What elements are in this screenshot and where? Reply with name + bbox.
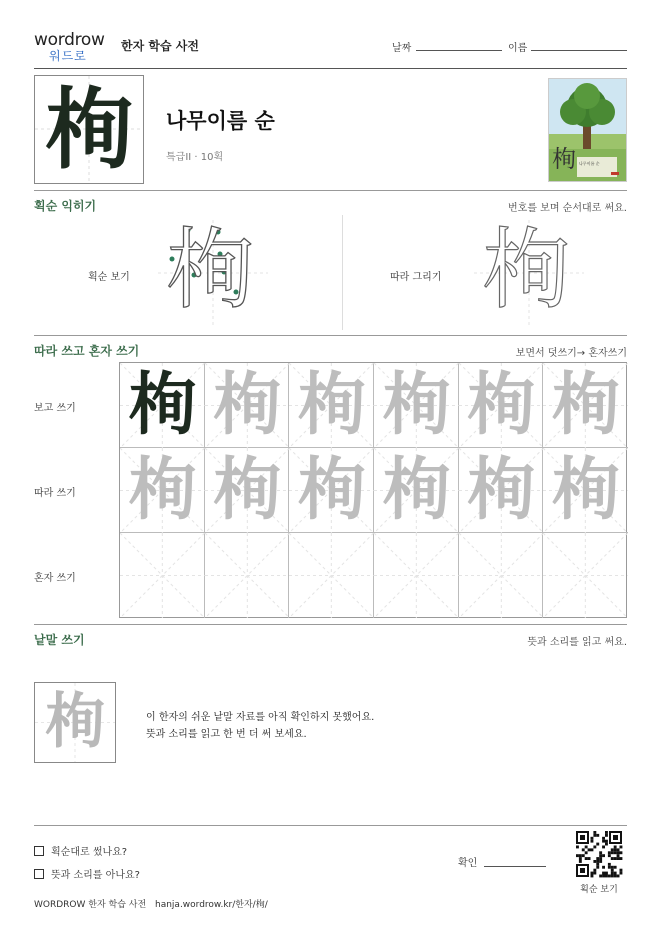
guide-character: 栒 [297,450,366,530]
name-label: 이름 [508,43,528,54]
confirm-label: 확인 [458,858,478,869]
qr-label: 획순 보기 [580,885,618,895]
row-label-solo: 혼자 쓰기 [34,573,76,584]
guide-character: 栒 [212,365,281,445]
stroke-section-title: 획순 익히기 [34,199,97,213]
practice-section-title: 따라 쓰고 혼자 쓰기 [34,344,140,358]
word-character-box [34,682,116,763]
practice-cell[interactable] [205,363,290,448]
section-divider-3 [34,624,627,625]
practice-cell[interactable] [459,533,544,618]
practice-cell[interactable] [374,533,459,618]
word-section-hint: 뜻과 소리를 읽고 써요. [527,637,627,648]
name-field[interactable] [531,50,627,51]
section-divider-1 [34,190,627,191]
guide-character: 栒 [382,365,451,445]
practice-grid[interactable] [119,362,627,618]
cover-character: 栒 [552,145,576,173]
cover-meaning: 나무이름 순 [579,161,600,166]
confirm-field[interactable] [484,866,546,867]
app-title: 한자 학습 사전 [121,39,199,53]
practice-cell[interactable] [543,363,628,448]
guide-character: 栒 [466,365,535,445]
footer-brand: WORDROW 한자 학습 사전 [34,900,147,910]
practice-cell[interactable] [374,448,459,533]
practice-cell[interactable] [120,448,205,533]
footer-url[interactable]: hanja.wordrow.kr/한자/栒/ [155,900,268,910]
practice-cell[interactable] [120,533,205,618]
qr-code-graphic [575,830,623,878]
main-character-box [34,75,144,184]
practice-section-hint: 보면서 덧쓰기→ 혼자쓰기 [515,348,627,359]
checkbox[interactable] [34,846,44,856]
logo-korean: 워드로 [49,49,87,63]
trace-character: 栒 [482,218,571,321]
check-item-stroke-order[interactable] [34,843,127,858]
section-divider-2 [34,335,627,336]
character-grade: 특급II · 10획 [166,152,224,163]
model-character: 栒 [128,365,197,445]
word-message-line2: 뜻과 소리를 읽고 한 번 더 써 보세요. [146,729,307,740]
practice-cell[interactable] [120,363,205,448]
cell-guide-lines [374,533,459,618]
guide-character: 栒 [466,450,535,530]
stroke-order-diagram [158,220,268,326]
stroke-order-character: 栒 [166,218,255,321]
practice-cell[interactable] [543,533,628,618]
stroke-trace-label: 따라 그리기 [390,272,442,283]
practice-cell[interactable] [289,363,374,448]
row-label-trace: 따라 쓰기 [34,488,76,499]
stroke-view-label: 획순 보기 [88,272,130,283]
stroke-divider [342,215,343,330]
row-label-view: 보고 쓰기 [34,403,76,414]
practice-cell[interactable] [543,448,628,533]
cover-image [548,78,627,182]
check-label: 획순대로 썼나요? [51,847,128,858]
section-divider-4 [34,825,627,826]
practice-cell[interactable] [289,448,374,533]
cell-guide-lines [459,533,544,618]
practice-cell[interactable] [374,363,459,448]
guide-character: 栒 [382,450,451,530]
practice-cell[interactable] [459,363,544,448]
guide-character: 栒 [551,365,620,445]
cell-guide-lines [289,533,374,618]
qr-code[interactable] [575,830,623,878]
character-meaning: 나무이름 순 [166,109,275,133]
guide-character: 栒 [212,450,281,530]
check-item-meaning[interactable] [34,866,140,881]
cell-guide-lines [543,533,628,618]
date-label: 날짜 [392,43,412,54]
header-divider [34,68,627,69]
main-character: 栒 [44,77,133,181]
guide-character: 栒 [297,365,366,445]
date-field[interactable] [416,50,502,51]
stroke-section-hint: 번호를 보며 순서대로 써요. [508,203,627,214]
practice-cell[interactable] [289,533,374,618]
guide-character: 栒 [128,450,197,530]
check-label: 뜻과 소리를 아나요? [51,870,140,881]
word-character: 栒 [45,687,105,757]
logo-wordrow: wordrow [34,30,105,50]
practice-cell[interactable] [205,533,290,618]
checkbox[interactable] [34,869,44,879]
word-section-title: 낱말 쓰기 [34,633,85,647]
cell-guide-lines [205,533,290,618]
cell-guide-lines [120,533,205,618]
word-message-line1: 이 한자의 쉬운 낱말 자료를 아직 확인하지 못했어요. [146,712,375,723]
guide-character: 栒 [551,450,620,530]
practice-cell[interactable] [459,448,544,533]
practice-cell[interactable] [205,448,290,533]
stroke-trace-diagram[interactable] [474,220,584,326]
